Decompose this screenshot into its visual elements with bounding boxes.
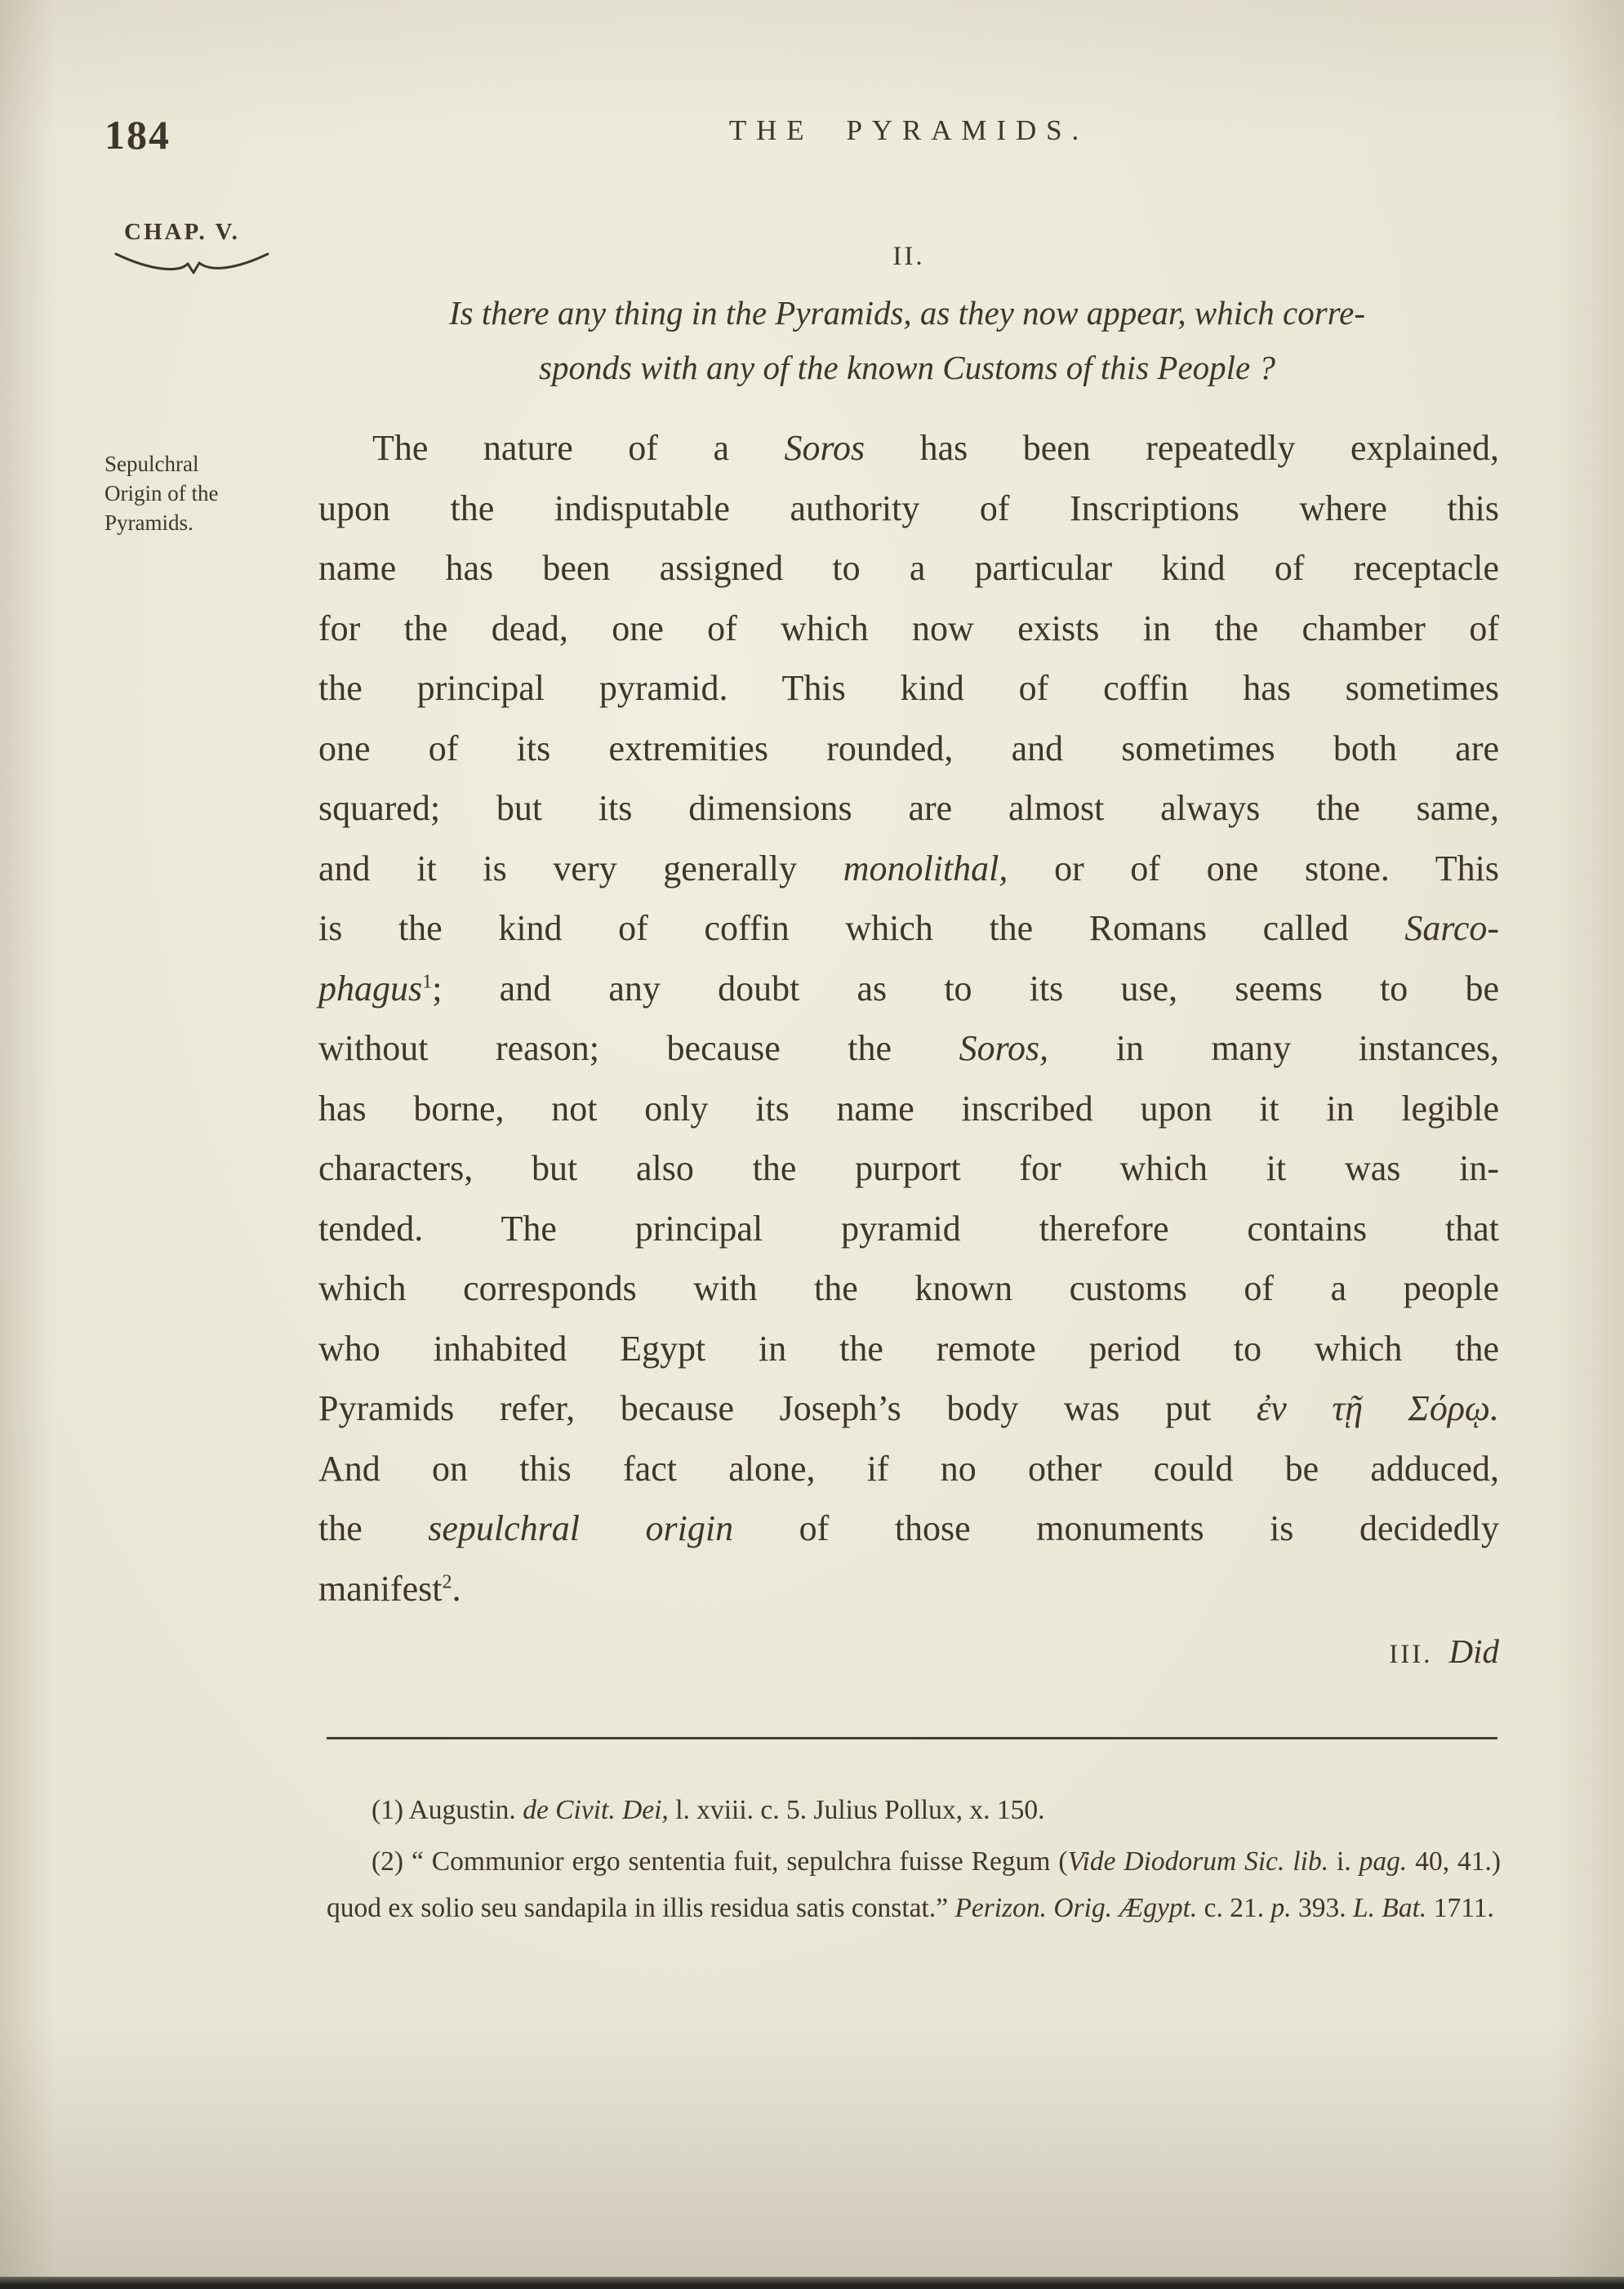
body-line xyxy=(318,1439,1499,1499)
page-number: 184 xyxy=(105,112,171,158)
text-segment: in many instances, xyxy=(1048,1028,1499,1068)
text-segment: and it is very generally xyxy=(318,848,843,888)
body-line xyxy=(318,658,1499,719)
body-line xyxy=(318,1319,1499,1379)
chapter-flourish xyxy=(113,250,273,278)
text-segment: phagus xyxy=(318,968,423,1009)
text-segment: one of its extremities rounded, and sometimes both are xyxy=(318,728,1499,768)
text-line: Pyramids. xyxy=(105,510,194,535)
text-segment: 1711. xyxy=(1426,1893,1494,1923)
text-segment: which corresponds with the known customs of a people xyxy=(318,1268,1499,1308)
section-numeral: II. xyxy=(892,242,925,271)
text-segment: Soros xyxy=(784,428,865,468)
body-line xyxy=(318,1258,1499,1319)
text-segment: lib. xyxy=(1293,1846,1329,1877)
text-segment: has been repeatedly explained, xyxy=(865,428,1499,468)
body-line xyxy=(318,599,1499,659)
text-segment: Vide Diodorum Sic. xyxy=(1067,1846,1285,1877)
text-segment: l. xviii. c. 5. Julius Pollux, x. 150. xyxy=(668,1795,1045,1825)
text-segment: i. xyxy=(1328,1846,1359,1877)
text-segment: 1 xyxy=(422,969,433,992)
footnote-1 xyxy=(327,1787,1501,1833)
text-segment: (2) “ Communior ergo sententia fuit, sepulchra fuisse Regum ( xyxy=(372,1846,1068,1877)
text-segment: 2 xyxy=(442,1570,452,1592)
body-line xyxy=(318,839,1499,899)
body-paragraph xyxy=(318,418,1499,1619)
text-segment: ἐν τῇ Σόρῳ. xyxy=(1256,1388,1499,1428)
text-segment: Sarco- xyxy=(1404,908,1499,948)
text-segment: Orig. Ægypt. xyxy=(1053,1893,1198,1923)
catchword xyxy=(318,1632,1499,1671)
body-line xyxy=(318,1199,1499,1259)
text-segment: . xyxy=(452,1568,461,1609)
text-segment: 393. xyxy=(1291,1893,1354,1923)
text-segment: And on this fact alone, if no other could be adduced, xyxy=(318,1448,1499,1489)
body-line xyxy=(318,1559,1499,1619)
text-segment: monolithal, xyxy=(843,848,1008,888)
text-segment: has borne, not only its name inscribed upon it in legible xyxy=(318,1088,1499,1129)
text-segment: de Civit. Dei, xyxy=(523,1795,669,1825)
text-segment: p. xyxy=(1270,1893,1292,1923)
text-segment: Pyramids refer, because Joseph’s body was put xyxy=(318,1388,1257,1428)
text-segment: is the kind of coffin which the Romans called xyxy=(318,908,1405,948)
body-line xyxy=(318,1018,1499,1079)
body-line xyxy=(318,719,1499,779)
text-segment: Soros, xyxy=(959,1028,1049,1068)
text-segment: 40, 41.) quod ex solio seu sandapila in illis residua satis constat.” xyxy=(327,1846,1502,1923)
text-segment xyxy=(1284,1846,1293,1877)
body-line xyxy=(318,479,1499,539)
text-segment: upon the indisputable authority of Inscriptions where this xyxy=(318,488,1499,528)
text-segment: squared; but its dimensions are almost always the same, xyxy=(318,788,1499,828)
footnote-2 xyxy=(327,1838,1501,1931)
body-line xyxy=(318,959,1499,1019)
body-line xyxy=(318,1138,1499,1199)
footnotes xyxy=(327,1787,1501,1936)
text-line: sponds with any of the known Customs of this People ? xyxy=(539,349,1275,386)
text-segment: The nature of a xyxy=(372,428,785,468)
scan-edge-strip xyxy=(0,2277,1624,2289)
text-segment: of those monuments is decidedly xyxy=(733,1508,1499,1548)
text-segment: L. Bat. xyxy=(1353,1893,1427,1923)
section-heading xyxy=(307,286,1507,395)
chapter-label: CHAP. V. xyxy=(124,219,240,245)
catchword-numeral: III. xyxy=(1389,1640,1433,1669)
body-line xyxy=(318,1499,1499,1559)
text-segment: characters, but also the purport for which it was in- xyxy=(318,1148,1499,1188)
body-line xyxy=(318,418,1499,479)
text-segment: who inhabited Egypt in the remote period to which the xyxy=(318,1328,1499,1369)
margin-note xyxy=(105,449,309,537)
text-segment: pag. xyxy=(1359,1846,1408,1877)
text-segment: for the dead, one of which now exists in the chamber of xyxy=(318,608,1499,648)
body-line xyxy=(318,1079,1499,1139)
text-segment: manifest xyxy=(318,1568,443,1609)
text-segment: c. 21. xyxy=(1197,1893,1271,1923)
text-segment: sepulchral origin xyxy=(428,1508,734,1548)
body-line xyxy=(318,898,1499,959)
running-head: THE PYRAMIDS. xyxy=(728,114,1089,146)
text-segment: ; and any doubt as to its use, seems to be xyxy=(432,968,1499,1009)
body-line xyxy=(318,778,1499,839)
body-line xyxy=(318,538,1499,599)
text-segment: without reason; because the xyxy=(318,1028,959,1068)
text-line: Is there any thing in the Pyramids, as they now appear, which corre- xyxy=(448,294,1365,332)
text-segment: or of one stone. This xyxy=(1008,848,1499,888)
text-segment: name has been assigned to a particular kind of receptacle xyxy=(318,548,1499,588)
text-segment: (1) Augustin. xyxy=(372,1795,523,1825)
catchword-word: Did xyxy=(1448,1632,1499,1670)
text-segment: the xyxy=(318,1508,429,1548)
text-segment: Perizon. xyxy=(954,1893,1048,1923)
body-line xyxy=(318,1378,1499,1439)
footnote-rule xyxy=(327,1737,1497,1739)
text-segment: the principal pyramid. This kind of coffin has sometimes xyxy=(318,668,1499,708)
text-line: Sepulchral xyxy=(105,452,199,476)
text-segment: tended. The principal pyramid therefore contains that xyxy=(318,1208,1499,1249)
text-line: Origin of the xyxy=(105,481,219,505)
